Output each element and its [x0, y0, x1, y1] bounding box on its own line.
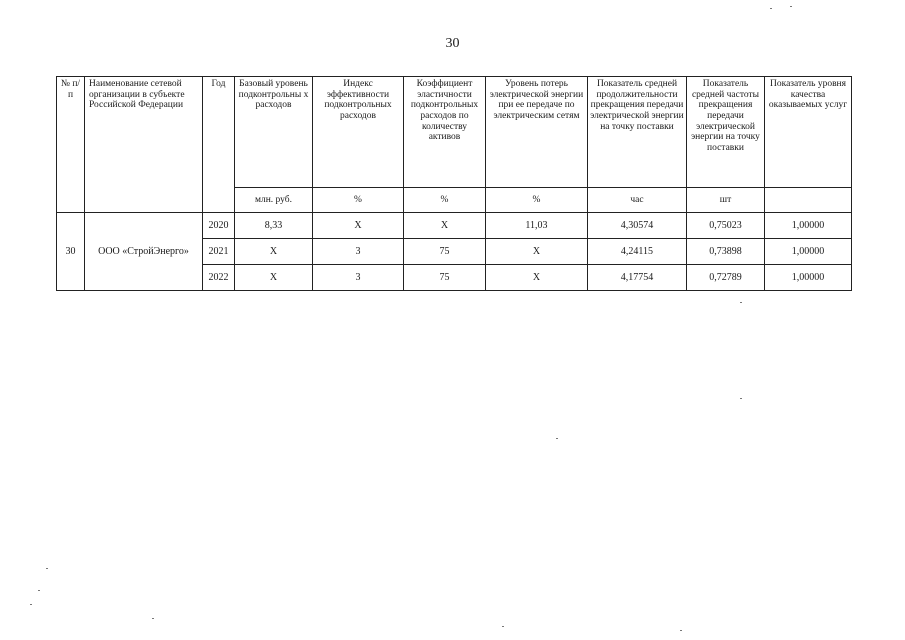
scan-speck [30, 604, 32, 605]
unit-cell [765, 188, 852, 213]
value-cell: 4,17754 [588, 265, 687, 291]
header-interruption-frequency: Показатель средней частоты прекращения передачи электрической энергии на точку поставки [687, 77, 765, 188]
value-cell: X [313, 213, 404, 239]
scan-speck [770, 8, 772, 9]
page-number: 30 [445, 36, 460, 51]
scan-speck [680, 630, 682, 631]
value-cell: X [404, 213, 486, 239]
unit-cell: % [404, 188, 486, 213]
value-cell: 1,00000 [765, 213, 852, 239]
value-cell: 4,30574 [588, 213, 687, 239]
header-organization: Наименование сетевой организации в субъекте Российской Федерации [85, 77, 203, 213]
value-cell: 0,72789 [687, 265, 765, 291]
header-number: № п/п [57, 77, 85, 213]
value-cell: X [486, 239, 588, 265]
year-cell: 2020 [203, 213, 235, 239]
scan-speck [502, 626, 504, 627]
value-cell: 11,03 [486, 213, 588, 239]
table-row [57, 213, 852, 239]
value-cell: 0,73898 [687, 239, 765, 265]
value-cell: 75 [404, 239, 486, 265]
year-cell: 2021 [203, 239, 235, 265]
scan-speck [740, 302, 742, 303]
value-cell: 1,00000 [765, 239, 852, 265]
header-elasticity-coefficient: Коэффициент эластичности подконтрольных расходов по количеству активов [404, 77, 486, 188]
value-cell: 8,33 [235, 213, 313, 239]
row-number: 30 [57, 213, 85, 291]
year-cell: 2022 [203, 265, 235, 291]
scan-speck [38, 590, 40, 591]
header-row [57, 77, 852, 188]
header-interruption-duration: Показатель средней продолжительности прекращения передачи электрической энергии на точку поставки [588, 77, 687, 188]
value-cell: 1,00000 [765, 265, 852, 291]
unit-cell: млн. руб. [235, 188, 313, 213]
unit-cell: шт [687, 188, 765, 213]
header-loss-level: Уровень потерь электрической энергии при ее передаче по электрическим сетям [486, 77, 588, 188]
tariff-parameters-table [56, 76, 852, 291]
scan-speck [790, 6, 792, 7]
unit-cell: % [313, 188, 404, 213]
scan-speck [740, 398, 742, 399]
value-cell: X [235, 239, 313, 265]
value-cell: 75 [404, 265, 486, 291]
value-cell: 3 [313, 239, 404, 265]
value-cell: 3 [313, 265, 404, 291]
header-base-level: Базовый уровень подконтрольны х расходов [235, 77, 313, 188]
organization-name: ООО «СтройЭнерго» [85, 213, 203, 291]
header-efficiency-index: Индекс эффективности подконтрольных расходов [313, 77, 404, 188]
header-year: Год [203, 77, 235, 213]
scan-speck [556, 438, 558, 439]
unit-cell: % [486, 188, 588, 213]
header-service-quality: Показатель уровня качества оказываемых услуг [765, 77, 852, 188]
value-cell: X [235, 265, 313, 291]
value-cell: 4,24115 [588, 239, 687, 265]
unit-cell: час [588, 188, 687, 213]
value-cell: 0,75023 [687, 213, 765, 239]
scan-speck [152, 618, 154, 619]
scan-speck [46, 568, 48, 569]
value-cell: X [486, 265, 588, 291]
